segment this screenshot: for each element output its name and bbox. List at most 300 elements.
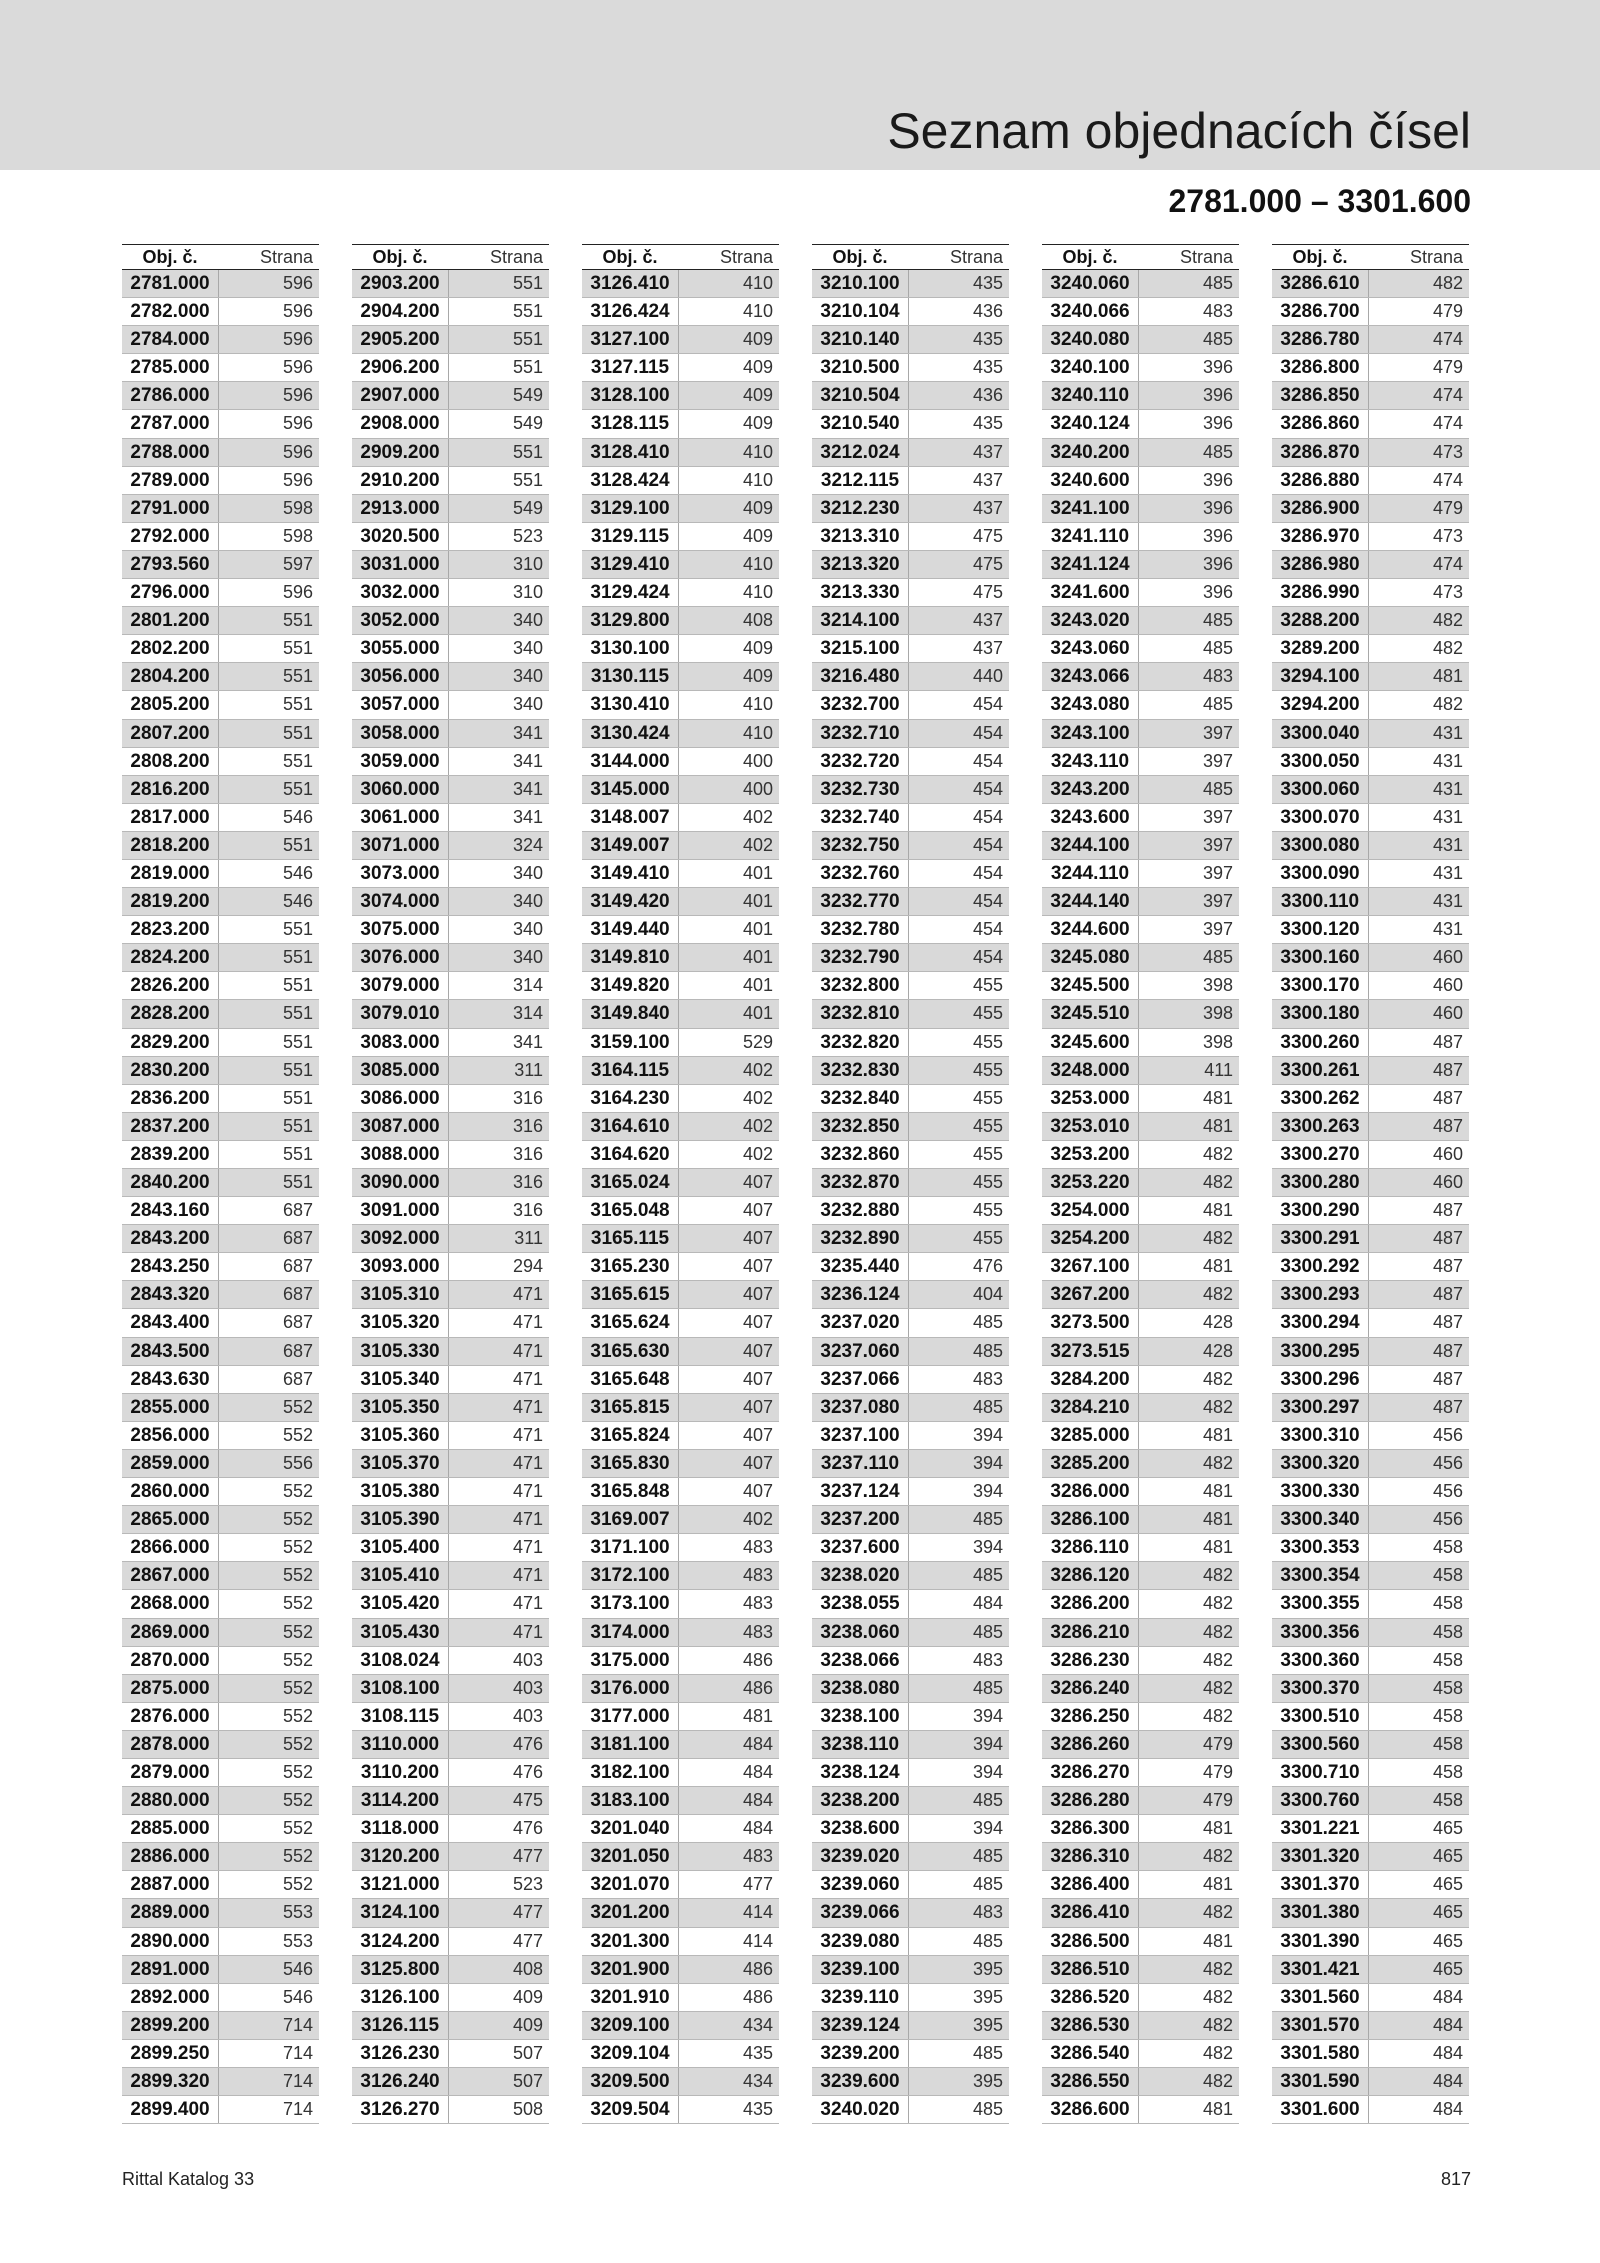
- order-number-cell: 3286.310: [1050, 1846, 1130, 1868]
- table-row: [1272, 1562, 1469, 1590]
- page-number-cell: 407: [678, 1366, 779, 1393]
- order-number-cell: 3020.500: [360, 525, 440, 547]
- table-row: [1272, 916, 1469, 944]
- page-number-cell: 551: [218, 748, 319, 775]
- page-number-cell: 481: [678, 1703, 779, 1730]
- page-number-cell: 340: [448, 860, 549, 887]
- table-row: [352, 1619, 549, 1647]
- page-number-cell: 482: [1368, 691, 1469, 718]
- table-row: [812, 439, 1009, 467]
- order-number-cell: 2890.000: [130, 1930, 210, 1952]
- page-number-cell: 552: [218, 1394, 319, 1421]
- page-number-cell: 687: [218, 1197, 319, 1224]
- page-number-cell: 428: [1138, 1309, 1239, 1336]
- page-number-cell: 485: [908, 1843, 1009, 1870]
- page-number-cell: 481: [1368, 663, 1469, 690]
- column-header-order-number: Obj. č.: [1292, 247, 1348, 267]
- page-number-cell: 552: [218, 1534, 319, 1561]
- page-number-cell: 475: [448, 1787, 549, 1814]
- table-row: [352, 1169, 549, 1197]
- order-number-cell: 2870.000: [130, 1649, 210, 1671]
- table-row: [582, 270, 779, 298]
- order-number-cell: 3286.540: [1050, 2042, 1130, 2064]
- page-number-cell: 482: [1138, 2040, 1239, 2067]
- page-number-cell: 551: [218, 1169, 319, 1196]
- table-row: [122, 1562, 319, 1590]
- table-row: [812, 382, 1009, 410]
- order-number-cell: 3300.320: [1280, 1452, 1360, 1474]
- order-number-cell: 3165.048: [590, 1200, 670, 1222]
- order-number-cell: 3083.000: [360, 1031, 440, 1053]
- page-number-cell: 485: [908, 1871, 1009, 1898]
- page-number-cell: 482: [1138, 1394, 1239, 1421]
- order-number-cell: 3105.370: [360, 1452, 440, 1474]
- order-number-cell: 2801.200: [130, 610, 210, 632]
- table-row: [352, 1253, 549, 1281]
- table-row: [1272, 2040, 1469, 2068]
- page-number-cell: 407: [678, 1169, 779, 1196]
- page-number-cell: 410: [678, 551, 779, 578]
- order-number-cell: 2899.320: [130, 2071, 210, 2092]
- table-row: [812, 579, 1009, 607]
- order-number-cell: 2906.200: [360, 357, 440, 379]
- table-row: [1042, 354, 1239, 382]
- order-number-cell: 2824.200: [130, 947, 210, 969]
- order-number-cell: 3108.115: [360, 1705, 440, 1727]
- table-row: [122, 1197, 319, 1225]
- order-number-cell: 3243.020: [1050, 610, 1130, 632]
- table-row: [812, 523, 1009, 551]
- table-row: [122, 748, 319, 776]
- order-number-cell: 3237.080: [820, 1396, 900, 1418]
- table-row: [582, 776, 779, 804]
- order-number-cell: 2802.200: [130, 638, 210, 660]
- order-number-cell: 3300.260: [1280, 1031, 1360, 1053]
- table-row: [812, 916, 1009, 944]
- table-row: [582, 1338, 779, 1366]
- page-number-cell: 401: [678, 1000, 779, 1027]
- table-row: [1042, 776, 1239, 804]
- table-row: [1272, 1225, 1469, 1253]
- page-number-cell: 401: [678, 916, 779, 943]
- table-row: [1042, 1787, 1239, 1815]
- table-row: [582, 1506, 779, 1534]
- table-row: [1042, 1562, 1239, 1590]
- table-row: [812, 1506, 1009, 1534]
- table-row: [1272, 1422, 1469, 1450]
- page-number-cell: 546: [218, 804, 319, 831]
- table-row: [812, 1843, 1009, 1871]
- page-number-cell: 551: [448, 298, 549, 325]
- page-number-cell: 403: [448, 1703, 549, 1730]
- page-number-cell: 437: [908, 439, 1009, 466]
- order-number-cell: 3301.590: [1280, 2071, 1360, 2092]
- index-table: [812, 244, 1009, 2124]
- page-number-cell: 340: [448, 607, 549, 634]
- table-row: [582, 1309, 779, 1337]
- table-row: [812, 1590, 1009, 1618]
- table-row: [352, 1899, 549, 1927]
- page-number-cell: 485: [1138, 607, 1239, 634]
- order-number-cell: 3145.000: [590, 778, 670, 800]
- order-number-cell: 3237.200: [820, 1509, 900, 1531]
- table-row: [812, 2012, 1009, 2040]
- page-number-cell: 435: [678, 2040, 779, 2067]
- order-number-cell: 3294.100: [1280, 666, 1360, 688]
- table-row: [122, 1787, 319, 1815]
- order-number-cell: 3232.750: [820, 834, 900, 856]
- order-number-cell: 3301.580: [1280, 2042, 1360, 2064]
- table-row: [812, 410, 1009, 438]
- order-number-cell: 3300.340: [1280, 1509, 1360, 1531]
- order-number-cell: 3238.066: [820, 1649, 900, 1671]
- order-number-cell: 3105.400: [360, 1537, 440, 1559]
- table-row: [122, 720, 319, 748]
- table-row: [1042, 1281, 1239, 1309]
- order-number-cell: 3300.293: [1280, 1284, 1360, 1306]
- page-number-cell: 481: [1138, 1253, 1239, 1280]
- page-number-cell: 409: [678, 495, 779, 522]
- order-number-cell: 2781.000: [130, 273, 210, 294]
- table-row: [1042, 804, 1239, 832]
- page-number-cell: 455: [908, 1141, 1009, 1168]
- table-row: [122, 804, 319, 832]
- table-row: [812, 2068, 1009, 2096]
- order-number-cell: 3239.600: [820, 2071, 900, 2092]
- order-number-cell: 3124.100: [360, 1902, 440, 1924]
- page-number-cell: 474: [1368, 551, 1469, 578]
- order-number-cell: 3209.104: [590, 2042, 670, 2064]
- page-number-cell: 551: [218, 691, 319, 718]
- page-number-cell: 431: [1368, 720, 1469, 747]
- order-number-cell: 3286.500: [1050, 1930, 1130, 1952]
- table-row: [122, 1506, 319, 1534]
- order-number-cell: 3055.000: [360, 638, 440, 660]
- table-row: [122, 663, 319, 691]
- table-row: [122, 1590, 319, 1618]
- order-number-cell: 3079.000: [360, 975, 440, 997]
- order-number-cell: 3056.000: [360, 666, 440, 688]
- table-row: [812, 691, 1009, 719]
- page-number-cell: 487: [1368, 1113, 1469, 1140]
- page-number-cell: 407: [678, 1281, 779, 1308]
- column-header-page: Strana: [489, 247, 543, 267]
- table-row: [812, 944, 1009, 972]
- page-number-cell: 485: [908, 1787, 1009, 1814]
- table-row: [122, 1281, 319, 1309]
- page-number-cell: 551: [448, 270, 549, 297]
- page-number-cell: 481: [1138, 1085, 1239, 1112]
- page-number-cell: 552: [218, 1478, 319, 1505]
- table-row: [122, 2068, 319, 2096]
- table-row: [122, 1225, 319, 1253]
- table-row: [582, 1562, 779, 1590]
- page-number-cell: 311: [448, 1225, 549, 1252]
- order-number-cell: 3300.294: [1280, 1312, 1360, 1334]
- page-number-cell: 414: [678, 1899, 779, 1926]
- table-row: [352, 916, 549, 944]
- page-number-cell: 454: [908, 748, 1009, 775]
- order-number-cell: 2889.000: [130, 1902, 210, 1924]
- order-number-cell: 2907.000: [360, 385, 440, 407]
- page-number-cell: 316: [448, 1085, 549, 1112]
- order-number-cell: 3092.000: [360, 1228, 440, 1250]
- page-number-cell: 485: [908, 1309, 1009, 1336]
- table-row: [812, 1984, 1009, 2012]
- page-number-cell: 458: [1368, 1787, 1469, 1814]
- order-number-cell: 3127.100: [590, 329, 670, 351]
- order-number-cell: 3286.870: [1280, 441, 1360, 463]
- order-number-cell: 2786.000: [130, 385, 210, 407]
- page-number-cell: 476: [908, 1253, 1009, 1280]
- table-row: [812, 1675, 1009, 1703]
- order-number-cell: 3201.050: [590, 1846, 670, 1868]
- page-number-cell: 341: [448, 748, 549, 775]
- table-row: [1042, 972, 1239, 1000]
- table-row: [812, 1253, 1009, 1281]
- page-number-cell: 482: [1138, 1956, 1239, 1983]
- page-number-cell: 546: [218, 1984, 319, 2011]
- table-row: [352, 804, 549, 832]
- table-row: [812, 1366, 1009, 1394]
- order-number-cell: 3129.410: [590, 553, 670, 575]
- table-row: [122, 2096, 319, 2124]
- order-number-cell: 3201.070: [590, 1874, 670, 1896]
- order-number-cell: 3169.007: [590, 1509, 670, 1531]
- table-row: [812, 467, 1009, 495]
- page-number-cell: 454: [908, 691, 1009, 718]
- order-number-cell: 3238.080: [820, 1677, 900, 1699]
- table-row: [122, 1731, 319, 1759]
- table-row: [122, 1029, 319, 1057]
- page-number-cell: 484: [1368, 2040, 1469, 2067]
- order-number-cell: 3286.860: [1280, 413, 1360, 435]
- order-number-cell: 3300.291: [1280, 1228, 1360, 1250]
- page-number-cell: 454: [908, 860, 1009, 887]
- page-number-cell: 482: [1138, 1703, 1239, 1730]
- page-number-cell: 596: [218, 298, 319, 325]
- table-row: [582, 1057, 779, 1085]
- order-number-cell: 3201.900: [590, 1958, 670, 1980]
- table-row: [582, 326, 779, 354]
- page-number-cell: 523: [448, 1871, 549, 1898]
- page-number-cell: 431: [1368, 860, 1469, 887]
- page-number-cell: 454: [908, 832, 1009, 859]
- page-number-cell: 484: [1368, 1984, 1469, 2011]
- table-row: [812, 1197, 1009, 1225]
- table-row: [1272, 382, 1469, 410]
- page-number-cell: 465: [1368, 1815, 1469, 1842]
- order-number-cell: 3300.354: [1280, 1565, 1360, 1587]
- order-number-cell: 2796.000: [130, 582, 210, 604]
- table-row: [582, 663, 779, 691]
- order-number-cell: 3286.900: [1280, 497, 1360, 519]
- table-row: [1272, 1000, 1469, 1028]
- order-number-cell: 3120.200: [360, 1846, 440, 1868]
- page-number-cell: 394: [908, 1759, 1009, 1786]
- table-row: [582, 888, 779, 916]
- page-number-cell: 596: [218, 439, 319, 466]
- page-number-cell: 341: [448, 776, 549, 803]
- column-header-page: Strana: [1179, 247, 1233, 267]
- page-number-cell: 476: [448, 1759, 549, 1786]
- order-number-cell: 3165.848: [590, 1481, 670, 1503]
- table-row: [1272, 607, 1469, 635]
- page-number-cell: 394: [908, 1478, 1009, 1505]
- page-number-cell: 487: [1368, 1281, 1469, 1308]
- order-number-cell: 3286.530: [1050, 2014, 1130, 2036]
- table-row: [1042, 748, 1239, 776]
- order-number-cell: 3300.180: [1280, 1003, 1360, 1025]
- page-number-cell: 456: [1368, 1506, 1469, 1533]
- table-row: [1042, 2040, 1239, 2068]
- order-number-cell: 3300.353: [1280, 1537, 1360, 1559]
- table-row: [812, 1787, 1009, 1815]
- table-row: [122, 270, 319, 298]
- page-number-cell: 482: [1138, 1619, 1239, 1646]
- table-row: [582, 1787, 779, 1815]
- order-number-cell: 3286.210: [1050, 1621, 1130, 1643]
- page-number-cell: 409: [678, 354, 779, 381]
- column-header-page: Strana: [719, 247, 773, 267]
- order-number-cell: 3286.400: [1050, 1874, 1130, 1896]
- table-row: [122, 579, 319, 607]
- page-number-cell: 340: [448, 916, 549, 943]
- order-number-cell: 3126.100: [360, 1986, 440, 2008]
- page-number-cell: 551: [218, 720, 319, 747]
- order-number-cell: 3108.024: [360, 1649, 440, 1671]
- table-row: [352, 1506, 549, 1534]
- column-header-page: Strana: [1409, 247, 1463, 267]
- table-row: [122, 326, 319, 354]
- order-number-cell: 2792.000: [130, 525, 210, 547]
- order-number-cell: 3213.310: [820, 525, 900, 547]
- order-number-cell: 3165.815: [590, 1396, 670, 1418]
- table-row: [1042, 860, 1239, 888]
- page-number-cell: 437: [908, 635, 1009, 662]
- page-number-cell: 549: [448, 410, 549, 437]
- table-row: [352, 691, 549, 719]
- page-number-cell: 551: [448, 439, 549, 466]
- page-number-cell: 477: [448, 1843, 549, 1870]
- table-row: [582, 1366, 779, 1394]
- order-number-cell: 2843.160: [130, 1200, 210, 1222]
- page-number-cell: 435: [908, 270, 1009, 297]
- table-row: [352, 495, 549, 523]
- page-number-cell: 481: [1138, 1113, 1239, 1140]
- order-number-cell: 3245.600: [1050, 1031, 1130, 1053]
- table-row: [1272, 691, 1469, 719]
- page-number-cell: 454: [908, 720, 1009, 747]
- page-number-cell: 397: [1138, 720, 1239, 747]
- page-number-cell: 551: [218, 832, 319, 859]
- table-row: [1042, 1759, 1239, 1787]
- order-number-cell: 3149.840: [590, 1003, 670, 1025]
- order-number-cell: 2805.200: [130, 694, 210, 716]
- order-number-cell: 2879.000: [130, 1761, 210, 1783]
- order-number-cell: 3212.115: [820, 469, 900, 491]
- order-number-cell: 3300.170: [1280, 975, 1360, 997]
- page-number-cell: 310: [448, 579, 549, 606]
- table-row: [812, 2096, 1009, 2124]
- order-number-cell: 3244.600: [1050, 919, 1130, 941]
- table-row: [812, 1000, 1009, 1028]
- page-number-cell: 397: [1138, 860, 1239, 887]
- page-number-cell: 458: [1368, 1562, 1469, 1589]
- page-number-cell: 482: [1138, 1647, 1239, 1674]
- page-number-cell: 523: [448, 523, 549, 550]
- page-number-cell: 458: [1368, 1647, 1469, 1674]
- order-number-cell: 3125.800: [360, 1958, 440, 1980]
- table-row: [1272, 1113, 1469, 1141]
- page-number-cell: 474: [1368, 410, 1469, 437]
- order-number-cell: 3300.295: [1280, 1340, 1360, 1362]
- order-number-cell: 3127.115: [590, 357, 670, 379]
- table-row: [582, 1619, 779, 1647]
- table-row: [812, 1338, 1009, 1366]
- table-row: [1272, 1085, 1469, 1113]
- order-number-cell: 3149.420: [590, 891, 670, 913]
- page-number-cell: 407: [678, 1394, 779, 1421]
- order-number-cell: 3032.000: [360, 582, 440, 604]
- page-number-cell: 397: [1138, 804, 1239, 831]
- page-number-cell: 474: [1368, 382, 1469, 409]
- table-row: [1272, 1141, 1469, 1169]
- page-number-cell: 396: [1138, 579, 1239, 606]
- page-number-cell: 479: [1368, 495, 1469, 522]
- table-row: [812, 804, 1009, 832]
- page-number-cell: 484: [1368, 2096, 1469, 2123]
- page-number-cell: 481: [1138, 1422, 1239, 1449]
- order-number-cell: 2839.200: [130, 1143, 210, 1165]
- table-row: [122, 888, 319, 916]
- order-number-cell: 3183.100: [590, 1790, 670, 1812]
- page-number-cell: 401: [678, 972, 779, 999]
- table-row: [122, 1843, 319, 1871]
- table-row: [352, 2096, 549, 2124]
- page-number-cell: 402: [678, 1506, 779, 1533]
- index-table: [122, 244, 319, 2124]
- table-row: [582, 1871, 779, 1899]
- page-number-cell: 396: [1138, 495, 1239, 522]
- table-row: [122, 691, 319, 719]
- table-row: [1272, 410, 1469, 438]
- page-number-cell: 485: [908, 1675, 1009, 1702]
- order-number-cell: 3164.610: [590, 1115, 670, 1137]
- order-number-cell: 3149.007: [590, 834, 670, 856]
- table-row: [122, 1057, 319, 1085]
- page-number-cell: 508: [448, 2096, 549, 2123]
- page-number-cell: 395: [908, 1984, 1009, 2011]
- order-number-cell: 3105.390: [360, 1509, 440, 1531]
- table-header-row: [352, 244, 549, 270]
- table-row: [122, 1815, 319, 1843]
- table-row: [352, 1225, 549, 1253]
- page-number-cell: 714: [218, 2096, 319, 2123]
- column-header-page: Strana: [259, 247, 313, 267]
- order-number-cell: 3105.380: [360, 1481, 440, 1503]
- page-number-cell: 437: [908, 607, 1009, 634]
- page-number-cell: 485: [908, 1619, 1009, 1646]
- order-number-cell: 3238.200: [820, 1790, 900, 1812]
- page-number-cell: 485: [1138, 326, 1239, 353]
- table-row: [1042, 495, 1239, 523]
- page-number-cell: 551: [218, 607, 319, 634]
- order-number-cell: 3300.090: [1280, 862, 1360, 884]
- table-row: [812, 1422, 1009, 1450]
- order-number-cell: 2787.000: [130, 413, 210, 435]
- table-row: [582, 551, 779, 579]
